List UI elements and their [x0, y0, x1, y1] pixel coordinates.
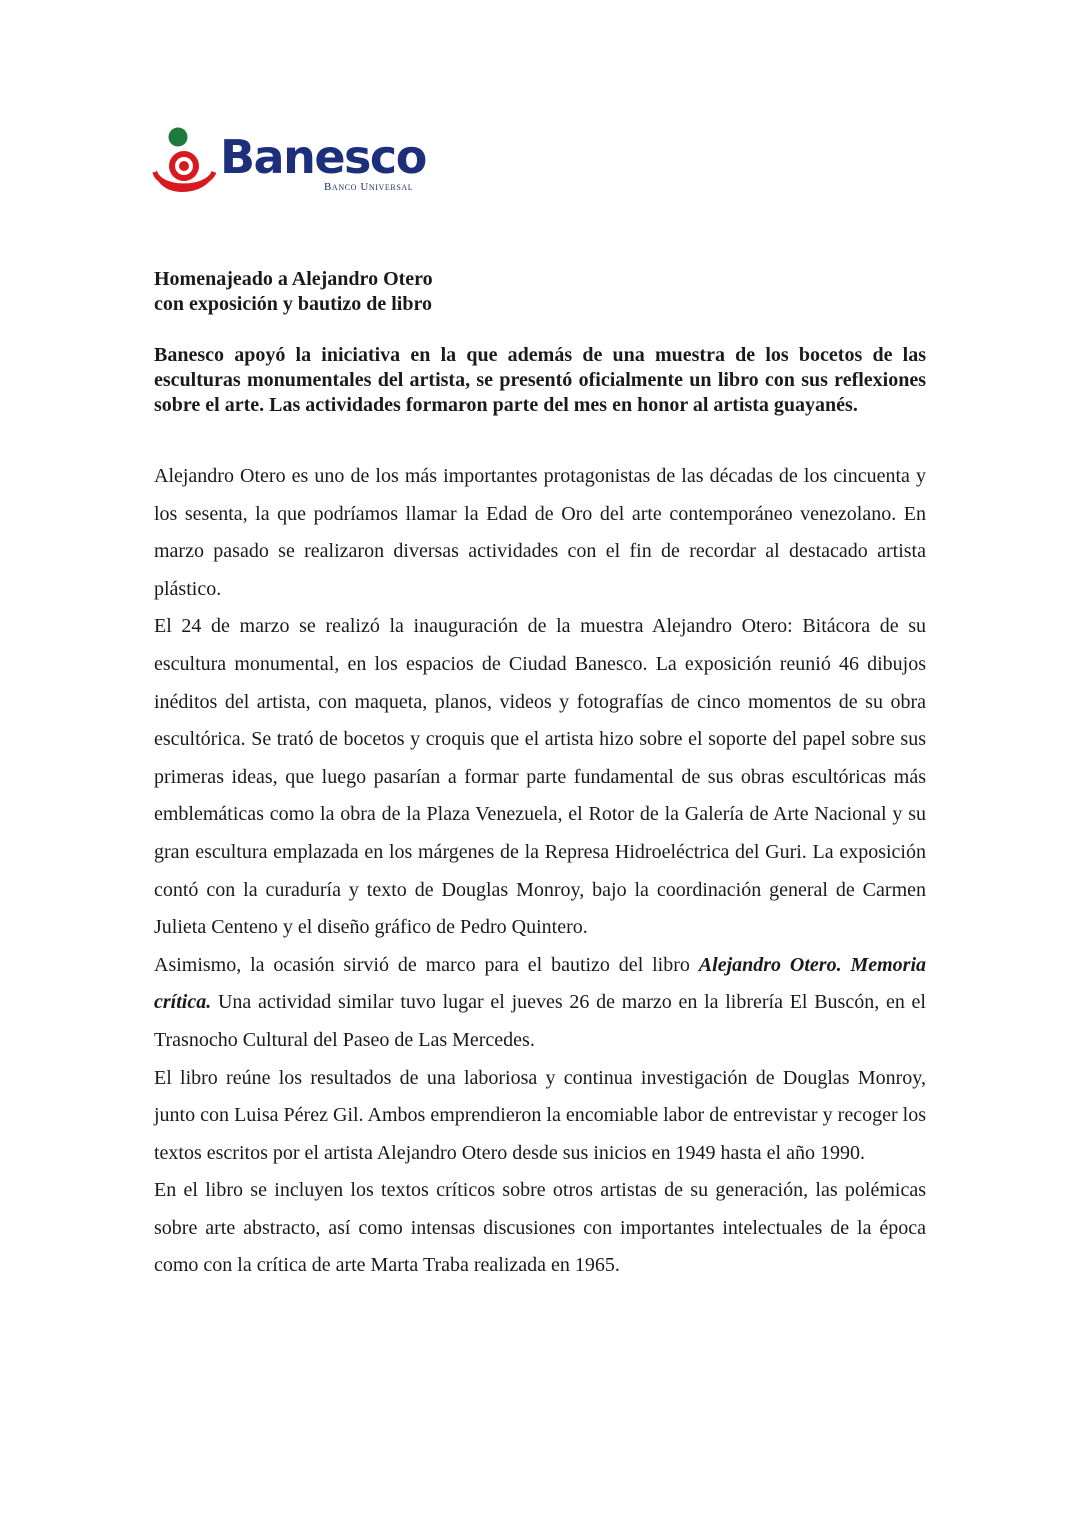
- article: [154, 267, 926, 1285]
- book-title: Alejandro Otero. Memoria crítica.: [154, 953, 927, 1014]
- paragraph-3-intro: Asimismo, la ocasión sirvió de marco para el bautizo del libro: [154, 953, 690, 976]
- article-headline: [154, 267, 926, 317]
- banesco-logo: [152, 126, 452, 196]
- body-paragraph-5: En el libro se incluyen los textos críticos sobre otros artistas de su generación, las polémicas sobre arte abstracto, así como intensas discusiones con importantes intelectuales de la época como con la crítica de arte Marta Traba realizada en 1965.: [154, 1179, 926, 1277]
- body-paragraph-2: El 24 de marzo se realizó la inauguración de la muestra Alejandro Otero: Bitácora de su escultura monumental, en los espacios de Ciudad Banesco. La exposición reunió 46 dibujos inéditos del artista, con maqueta, planos, videos y fotografías de cinco momentos de su obra escultórica. Se trató de bocetos y croquis que el artista hizo sobre el soporte del papel sobre sus primeras ideas, que luego pasarían a formar parte fundamental de sus obras escultóricas más emblemáticas como la obra de la Plaza Venezuela, el Rotor de la Galería de Arte Nacional y su gran escultura emplazada en los márgenes de la Represa Hidroeléctrica del Guri. La exposición contó con la curaduría y texto de Douglas Monroy, bajo la coordinación general de Carmen Julieta Centeno y el diseño gráfico de Pedro Quintero.: [154, 615, 926, 939]
- headline-line-2: con exposición y bautizo de libro: [154, 293, 432, 315]
- body-paragraph-1: Alejandro Otero es uno de los más importantes protagonistas de las décadas de los cincuenta y los sesenta, la que podríamos llamar la Edad de Oro del arte contemporáneo venezolano. En marzo pasado se realizaron diversas actividades con el fin de recordar al destacado artista plástico.: [154, 465, 926, 600]
- logo-wordmark: Banesco: [220, 130, 426, 184]
- banesco-emblem-icon: [152, 126, 218, 196]
- paragraph-3-rest: Una actividad similar tuvo lugar el jueves 26 de marzo en la librería El Buscón, en el Trasnocho Cultural del Paseo de Las Mercedes.: [154, 991, 926, 1051]
- body-paragraph-4: El libro reúne los resultados de una laboriosa y continua investigación de Douglas Monroy, junto con Luisa Pérez Gil. Ambos emprendieron la encomiable labor de entrevistar y recoger los textos escritos por el artista Alejandro Otero desde sus inicios en 1949 hasta el año 1990.: [154, 1066, 926, 1164]
- headline-line-1: Homenajeado a Alejandro Otero: [154, 268, 433, 290]
- article-lead: Banesco apoyó la iniciativa en la que además de una muestra de los bocetos de las esculturas monumentales del artista, se presentó oficialmente un libro con sus reflexiones sobre el arte. Las actividades formaron parte del mes en honor al artista guayanés.: [154, 344, 926, 416]
- article-body: [154, 458, 926, 1285]
- body-paragraph-3: [154, 947, 926, 1060]
- logo-tagline: Banco Universal: [324, 181, 414, 193]
